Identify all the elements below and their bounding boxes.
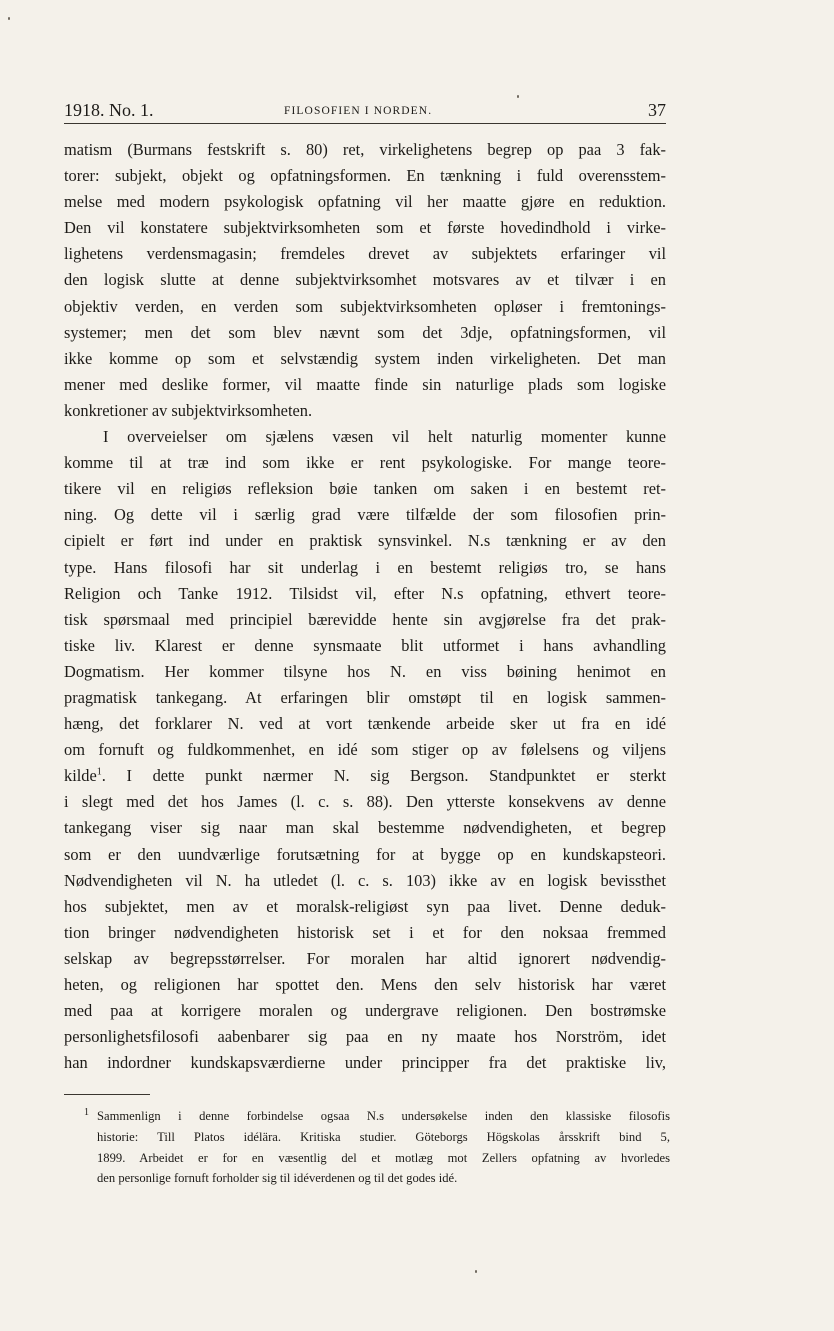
paper-speck <box>517 95 519 98</box>
footnote-text: Sammenlign i denne forbindelse ogsaa N.s undersøkelse inden den klassiske filosofis <box>97 1109 670 1123</box>
header-rule <box>64 123 666 124</box>
text-line: mener med deslike former, vil maatte finde sin naturlige plads som logiske <box>64 374 666 394</box>
text-line: torer: subjekt, objekt og opfatningsformen. En tænkning i fuld overensstem- <box>64 166 666 186</box>
text-line: type. Hans filosofi har sit underlag i en bestemt religiøs tro, se hans <box>64 557 666 577</box>
text-line: som er den uundværlige forutsætning for at bygge op en kundskapsteori. <box>64 844 666 864</box>
text-line: tankegang viser sig naar man skal bestemme nødvendigheten, et begrep <box>64 818 666 838</box>
text-line: cipielt er ført ind under en praktisk synsvinkel. N.s tænkning er av den <box>64 531 666 551</box>
text-line: ning. Og dette vil i særlig grad være tilfælde der som filosofien prin- <box>64 505 666 525</box>
footnote-marker: 1 <box>84 1107 89 1118</box>
text-line: han indordner kundskapsværdierne under principper fra det praktiske liv, <box>64 1053 666 1073</box>
paragraph-start-line: I overveielser om sjælens væsen vil helt naturlig momenter kunne <box>103 427 666 447</box>
body-text <box>64 137 666 1076</box>
text-line: med paa at korrigere moralen og undergrave religionen. Den bostrømske <box>64 1001 666 1021</box>
text-line: tikere vil en religiøs refleksion bøie tanken om saken i en bestemt ret- <box>64 479 666 499</box>
text-line: tion bringer nødvendigheten historisk set i et for den noksaa fremmed <box>64 922 666 942</box>
text-line: objektiv verden, en verden som subjektvirksomheten opløser i fremtonings- <box>64 296 666 316</box>
text-line: hæng, det forklarer N. ved at vort tænkende arbeide sker ut fra en idé <box>64 714 666 734</box>
text-line: systemer; men det som blev nævnt som det 3dje, opfatningsformen, vil <box>64 322 666 342</box>
footnote-ref[interactable]: 1 <box>96 766 102 778</box>
text-line: Den vil konstatere subjektvirksomheten som et første hovedindhold i virke- <box>64 218 666 238</box>
text-line: tiske liv. Klarest er denne synsmaate blit utformet i hans avhandling <box>64 635 666 655</box>
running-head <box>64 96 666 124</box>
text-line: selskap av begrepsstørrelser. For moralen har altid ignorert nødvendig- <box>64 948 666 968</box>
text-line-with-footnote-ref <box>64 763 666 789</box>
text-line: tisk spørsmaal med principiel bærevidde hente sin avgjørelse fra det prak- <box>64 609 666 629</box>
text-line: lighetens verdensmagasin; fremdeles drevet av subjektets erfaringer vil <box>64 244 666 264</box>
text-line: Dogmatism. Her kommer tilsyne hos N. en viss bøining henimot en <box>64 661 666 681</box>
text-line: den logisk slutte at denne subjektvirksomhet motsvares av et tilvær i en <box>64 270 666 290</box>
line-rest: . I dette punkt nærmer N. sig Bergson. Standpunktet er sterkt <box>101 766 666 786</box>
footnote-line: historie: Till Platos idélära. Kritiska studier. Göteborgs Högskolas årsskrift bind 5, <box>97 1129 670 1144</box>
section-title: FILOSOFIEN I NORDEN. <box>284 105 433 117</box>
text-line: komme til at træ ind som ikke er rent psykologiske. For mange teore- <box>64 453 666 473</box>
footnote-line: 1899. Arbeidet er for en væsentlig del et motlæg mot Zellers opfatning av hvorledes <box>97 1150 670 1165</box>
paper-speck <box>475 1270 477 1273</box>
text-line: Nødvendigheten vil N. ha utledet (l. c. s. 103) ikke av en logisk bevissthet <box>64 870 666 890</box>
text-line: personlighetsfilosofi aabenbarer sig paa en ny maate hos Norström, idet <box>64 1027 666 1047</box>
text-line: konkretioner av subjektvirksomheten. <box>64 400 313 420</box>
line-start: kilde <box>64 766 97 786</box>
text-line: Religion och Tanke 1912. Tilsidst vil, efter N.s opfatning, ethvert teore- <box>64 583 666 603</box>
text-line: i slegt med det hos James (l. c. s. 88). Den ytterste konsekvens av denne <box>64 792 666 812</box>
text-line: ikke komme op som et selvstændig system inden virkeligheten. Det man <box>64 348 666 368</box>
footnote-line: den personlige fornuft forholder sig til idéverdenen og til det godes idé. <box>97 1171 458 1186</box>
text-line: hos subjektet, men av et moralsk-religiøst syn paa livet. Denne deduk- <box>64 896 666 916</box>
page-number: 37 <box>648 100 666 120</box>
text-line: matism (Burmans festskrift s. 80) ret, virkelighetens begrep op paa 3 fak- <box>64 140 666 159</box>
footnote-rule <box>64 1094 150 1095</box>
text-line: heten, og religionen har spottet den. Mens den selv historisk har været <box>64 975 666 994</box>
text-line: pragmatisk tankegang. At erfaringen blir omstøpt til en logisk sammen- <box>64 687 666 707</box>
volume-issue: 1918. No. 1. <box>64 100 154 120</box>
footnote-line <box>64 1106 670 1127</box>
text-line: melse med modern psykologisk opfatning vil her maatte gjøre en reduktion. <box>64 192 666 212</box>
footnotes <box>64 1106 670 1189</box>
paper-speck <box>8 17 10 20</box>
text-line: om fornuft og fuldkommenhet, en idé som stiger op av følelsens og viljens <box>64 740 666 760</box>
